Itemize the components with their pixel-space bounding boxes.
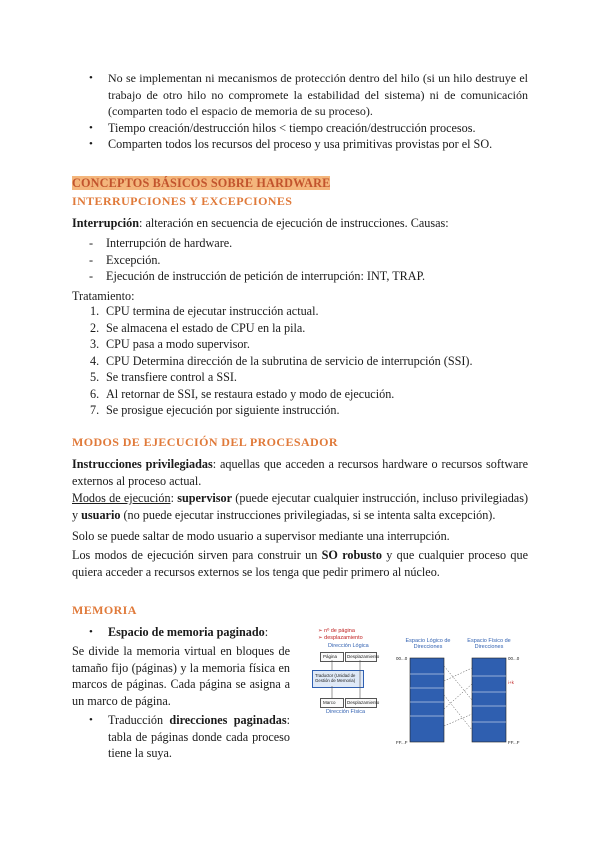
treatment-label: Tratamiento:	[72, 289, 135, 303]
list-item	[72, 336, 532, 353]
legend-offset: ➢ desplazamiento	[318, 635, 363, 641]
term-supervisor: supervisor	[177, 491, 233, 505]
step-text: Se transfiere control a SSI.	[106, 370, 237, 384]
step-number: 5.	[90, 370, 100, 384]
bullet-text: Tiempo creación/destrucción hilos < tiempo creación/destrucción procesos.	[108, 120, 476, 135]
logical-zero-address: 00...0	[396, 656, 408, 661]
list-item	[72, 624, 294, 641]
list-item	[72, 320, 532, 337]
mapping-line	[444, 668, 472, 681]
execution-modes-paragraph	[72, 490, 528, 524]
section-title-hardware	[72, 175, 330, 192]
logical-address-label: Dirección Lógica	[328, 643, 369, 649]
mode-switch-paragraph: Solo se puede saltar de modo usuario a supervisor mediante una interrupción.	[72, 529, 450, 543]
paragraph-text: Los modos de ejecución sirven para construir un	[72, 548, 322, 562]
definition-text: : alteración en secuencia de ejecución de instrucciones. Causas:	[139, 216, 449, 230]
term-paginado: Espacio de memoria paginado	[108, 625, 265, 639]
step-text: CPU termina de ejecutar instrucción actual.	[106, 304, 319, 318]
paragraph-text: (puede ejecutar cualquier instrucción, incluso privilegiadas) y	[72, 491, 529, 522]
paragraph-text: : tabla de páginas donde cada proceso tiene la suya.	[108, 713, 290, 760]
logical-space-label: Espacio Lógico de Direcciones	[405, 638, 451, 650]
interrupt-definition	[72, 215, 532, 232]
physical-zero-address: 00...0	[508, 656, 520, 661]
list-item	[72, 136, 528, 153]
step-number: 2.	[90, 320, 100, 335]
list-item	[72, 353, 532, 370]
term-interrupcion: Interrupción	[72, 216, 140, 230]
punctuation: :	[170, 491, 178, 505]
list-item	[72, 252, 532, 269]
list-item	[72, 235, 532, 252]
paged-memory-description: Se divide la memoria virtual en bloques de tamaño fijo (páginas) y la memoria física en marcos de páginas. Cada página se asigna a un marco de página.	[72, 644, 290, 708]
bullet-text: Comparten todos los recursos del proceso y usa primitivas provistas por el SO.	[108, 137, 493, 151]
frame-box-label: Marco	[323, 700, 336, 705]
step-text: Se prosigue ejecución por siguiente instrucción.	[106, 403, 340, 417]
term-privilegiadas: Instrucciones privilegiadas	[72, 457, 213, 471]
causes-list	[72, 235, 532, 285]
term-modos-ejecucion: Modos de ejecución	[72, 491, 171, 505]
logical-max-address: FF...F	[396, 740, 408, 745]
list-item	[72, 402, 532, 419]
physical-memory-column	[472, 658, 506, 742]
bullet-text: No se implementan ni mecanismos de protección dentro del hilo (si un hilo destruye el trabajo de otro hilo no compromete la estabilidad del sistema) ni de comunicación (comparten todo el espacio de memoria de su proceso).	[108, 71, 528, 118]
punctuation: :	[264, 625, 269, 639]
cause-text: Interrupción de hardware.	[106, 236, 233, 250]
cause-text: Excepción.	[106, 252, 161, 267]
section-title-memory: MEMORIA	[72, 603, 137, 617]
list-item	[72, 386, 532, 403]
mapping-line	[444, 714, 472, 726]
legend-page-number: ➢ nº de página	[318, 628, 355, 634]
list-item	[72, 120, 528, 137]
list-item	[72, 369, 532, 386]
list-item	[72, 303, 532, 320]
paragraph-text: : aquellas que acceden a recursos hardware o recursos software externos al proceso actual.	[72, 457, 528, 488]
mapping-line	[444, 666, 472, 700]
step-number: 6.	[90, 386, 100, 401]
offset-box-label: Desplazamiento	[347, 654, 380, 659]
step-text: CPU Determina dirección de la subrutina de servicio de interrupción (SSI).	[106, 353, 473, 368]
list-item	[72, 712, 290, 762]
term-usuario: usuario	[81, 507, 121, 522]
step-number: 3.	[90, 337, 100, 351]
subsection-title-interrupts: INTERRUPCIONES Y EXCEPCIONES	[72, 194, 293, 208]
physical-max-address: FF...F	[508, 740, 520, 745]
list-item	[72, 70, 528, 120]
memory-translation-item	[72, 712, 290, 762]
step-number: 1.	[90, 304, 100, 318]
list-item	[72, 268, 532, 285]
step-number: 7.	[90, 403, 100, 417]
memory-paged-item	[72, 624, 294, 641]
page-box-label: Página	[323, 654, 338, 659]
step-text: CPU pasa a modo supervisor.	[106, 337, 250, 351]
translator-label: Traductor (Unidad de Gestión de Memoria)	[315, 673, 356, 683]
step-number: 4.	[90, 353, 100, 368]
paragraph-text: y que cualquier proceso que quiera acceder a recursos externos se los tenga que pedir primero al núcleo.	[72, 548, 528, 579]
robust-os-paragraph	[72, 547, 528, 581]
physical-space-label: Espacio Físico de Direcciones	[467, 638, 511, 650]
section-title-text: CONCEPTOS BÁSICOS SOBRE HARDWARE	[72, 176, 331, 190]
term-direcciones-paginadas: direcciones paginadas	[169, 713, 287, 727]
logical-memory-column	[410, 658, 444, 742]
cause-text: Ejecución de instrucción de petición de interrupción: INT, TRAP.	[106, 269, 426, 283]
term-so-robusto: SO robusto	[321, 548, 382, 562]
mapping-line	[444, 684, 472, 709]
physical-address-label: Dirección Física	[326, 709, 366, 715]
section-title-modes: MODOS DE EJECUCIÓN DEL PROCESADOR	[72, 435, 338, 449]
intro-bullet-list	[72, 70, 528, 153]
paging-diagram	[312, 626, 542, 750]
step-text: Al retornar de SSI, se restaura estado y modo de ejecución.	[106, 386, 395, 401]
step-text: Se almacena el estado de CPU en la pila.	[106, 320, 306, 335]
treatment-steps-list	[72, 303, 532, 419]
offset-box-physical-label: Desplazamiento	[347, 700, 380, 705]
mapping-line	[444, 695, 472, 730]
privileged-instructions-paragraph	[72, 456, 528, 490]
paragraph-text: Traducción	[108, 713, 170, 727]
paragraph-text: (no puede ejecutar instrucciones privilegiadas, si se intenta salta excepción).	[120, 507, 496, 522]
physical-mid-address: i+k	[508, 680, 514, 685]
